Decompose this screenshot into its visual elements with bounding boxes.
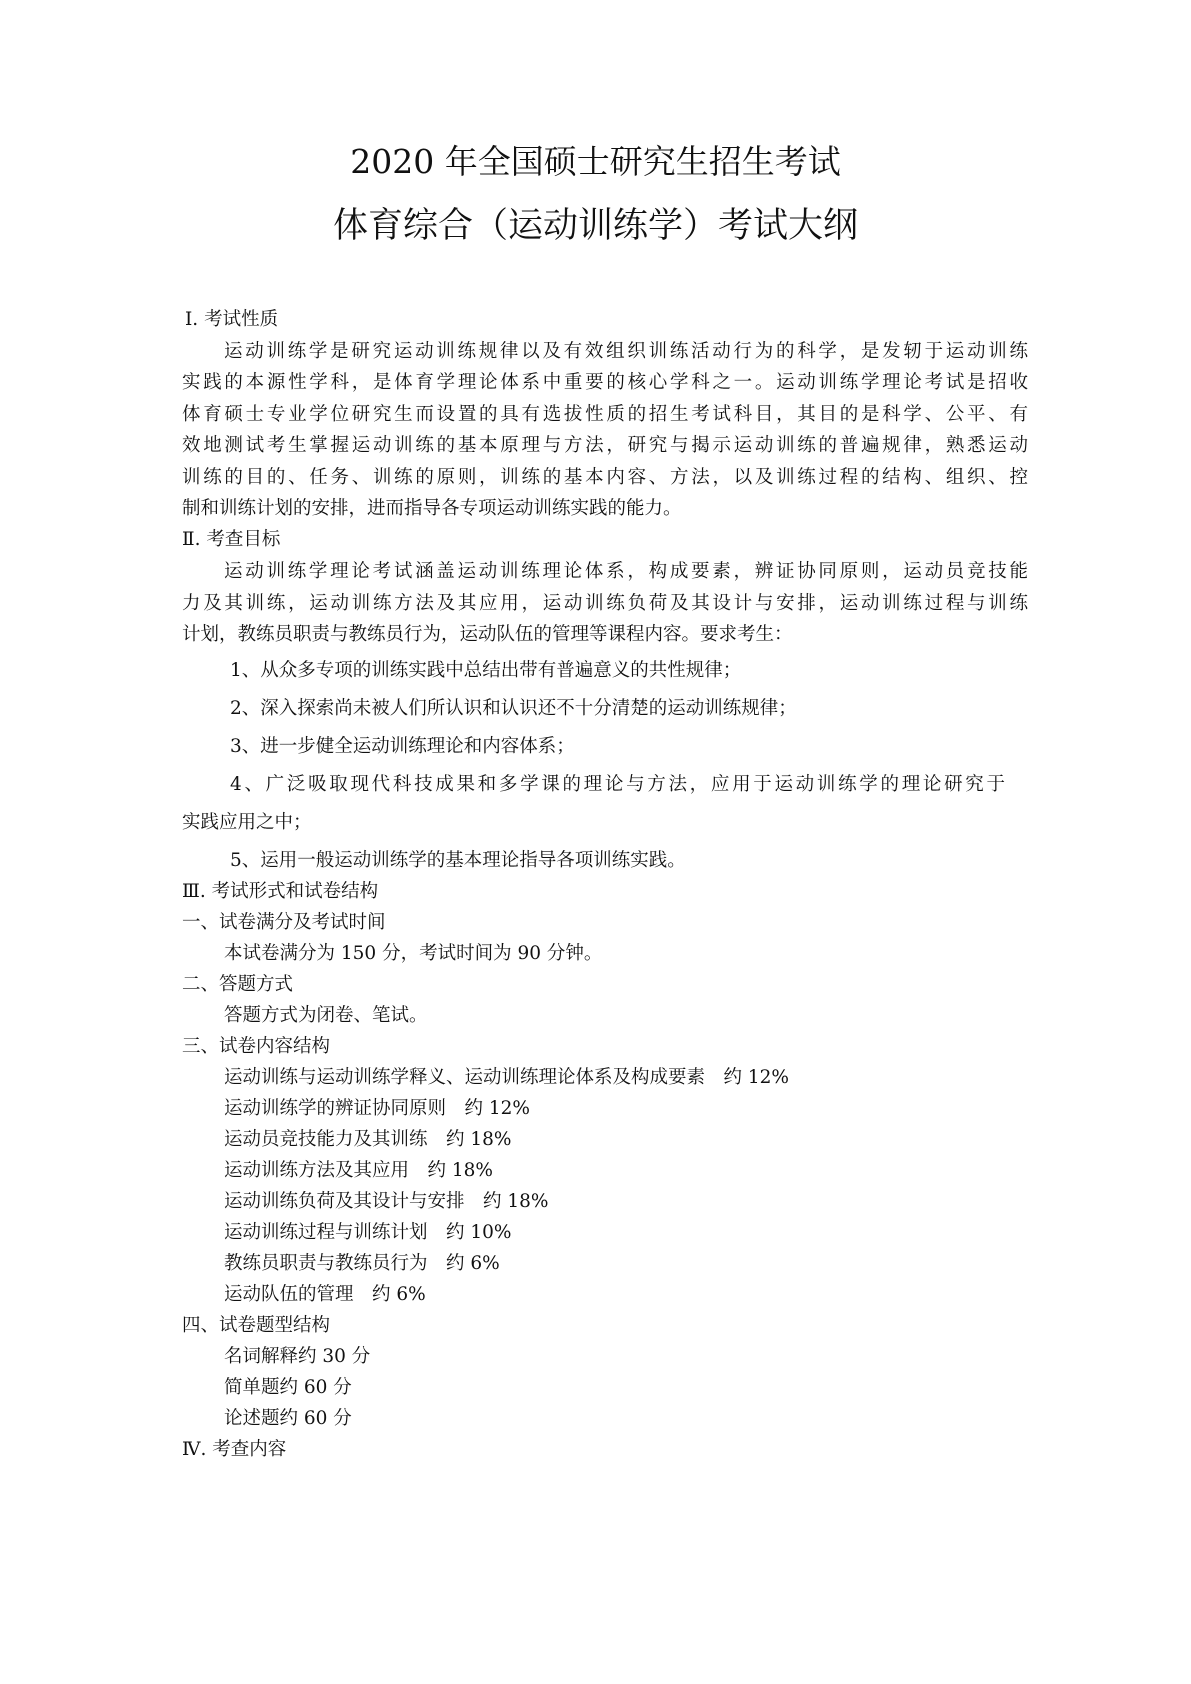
list-item: 5、运用一般运动训练学的基本理论指导各项训练实践。 [230,850,686,871]
content-structure-item: 运动训练负荷及其设计与安排 约 18% [224,1191,549,1212]
paragraph-line: 训练的目的、任务、训练的原则，训练的基本内容、方法，以及训练过程的结构、组织、控 [182,467,1028,488]
question-type-item: 论述题约 60 分 [224,1408,352,1429]
subsection-text: 本试卷满分为 150 分，考试时间为 90 分钟。 [224,943,603,964]
document-title-line2: 体育综合（运动训练学）考试大纲 [332,206,858,246]
paragraph-line: 力及其训练，运动训练方法及其应用，运动训练负荷及其设计与安排，运动训练过程与训练 [182,593,1028,614]
subsection-heading: 四、试卷题型结构 [182,1315,331,1336]
content-structure-item: 运动员竞技能力及其训练 约 18% [224,1129,512,1150]
question-type-item: 名词解释约 30 分 [224,1346,371,1367]
paragraph-line: 体育硕士专业学位研究生而设置的具有选拔性质的招生考试科目，其目的是科学、公平、有 [182,404,1028,425]
list-item: 3、进一步健全运动训练理论和内容体系； [230,736,575,757]
content-structure-item: 运动训练学的辨证协同原则 约 12% [224,1098,531,1119]
paragraph-line: 运动训练学是研究运动训练规律以及有效组织训练活动行为的科学，是发轫于运动训练 [224,341,1028,362]
content-structure-item: 运动训练方法及其应用 约 18% [224,1160,494,1181]
list-item: 2、深入探索尚未被人们所认识和认识还不十分清楚的运动训练规律； [230,698,797,719]
list-item-continuation: 实践应用之中； [182,812,312,833]
paragraph-line: 效地测试考生掌握运动训练的基本原理与方法，研究与揭示运动训练的普遍规律，熟悉运动 [182,435,1028,456]
subsection-heading: 二、答题方式 [182,974,294,995]
question-type-item: 简单题约 60 分 [224,1377,352,1398]
paragraph-line: 制和训练计划的安排，进而指导各专项运动训练实践的能力。 [182,498,682,519]
paragraph-line: 计划，教练员职责与教练员行为，运动队伍的管理等课程内容。要求考生： [182,624,793,645]
content-structure-item: 运动队伍的管理 约 6% [224,1284,426,1305]
content-structure-item: 运动训练与运动训练学释义、运动训练理论体系及构成要素 约 12% [224,1067,790,1088]
section-heading: Ⅰ. 考试性质 [185,309,279,330]
subsection-text: 答题方式为闭卷、笔试。 [224,1005,428,1026]
content-structure-item: 教练员职责与教练员行为 约 6% [224,1253,500,1274]
document-title-line1: 2020 年全国硕士研究生招生考试 [350,142,841,181]
subsection-heading: 三、试卷内容结构 [182,1036,331,1057]
section-heading: Ⅳ. 考查内容 [182,1439,287,1460]
content-structure-item: 运动训练过程与训练计划 约 10% [224,1222,512,1243]
section-heading: Ⅲ. 考试形式和试卷结构 [182,881,379,902]
paragraph-line: 运动训练学理论考试涵盖运动训练理论体系，构成要素，辨证协同原则，运动员竞技能 [224,561,1028,582]
list-item: 1、从众多专项的训练实践中总结出带有普遍意义的共性规律； [230,660,742,681]
subsection-heading: 一、试卷满分及考试时间 [182,912,386,933]
section-heading: Ⅱ. 考查目标 [182,529,281,550]
list-item: 4、广泛吸取现代科技成果和多学课的理论与方法，应用于运动训练学的理论研究于 [230,774,1005,795]
paragraph-line: 实践的本源性学科，是体育学理论体系中重要的核心学科之一。运动训练学理论考试是招收 [182,372,1028,393]
